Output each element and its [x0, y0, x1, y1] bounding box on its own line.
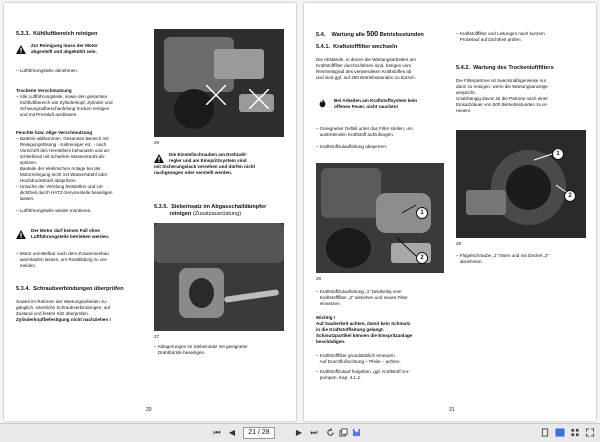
s535-line: – Ablagerungen im Siebeinsatz mit geeigneter: [154, 344, 248, 349]
warning-text-1b: abgestellt und abgekühlt sein.: [31, 49, 97, 54]
wet-line: Reinigungslösung - Kaltreiniger etc. - nach: [16, 142, 107, 147]
wet-line: spritzen.: [16, 160, 38, 165]
save-icon[interactable]: [352, 428, 361, 437]
section-5-3-5-title-b: reinigen (Zusatzausrüstung): [154, 211, 242, 217]
fullscreen-icon[interactable]: [585, 428, 595, 437]
s534-bold-note: Zylinderkopfbefestigung nicht nachziehen !: [16, 317, 111, 322]
s542-line: dann zu reinigen, wenn die Wartungsanzeige: [456, 84, 548, 89]
next-page-button[interactable]: ▶: [295, 428, 303, 437]
prep-line: – Kraftstoffzulaufleitung absperren.: [316, 144, 388, 149]
s542-line: neuern.: [456, 108, 472, 113]
wet-line: – Ursache der Verölung feststellen und Un-: [16, 184, 104, 189]
section-5-4-2-title: 5.4.2. Wartung des Trockenluftfilters: [456, 65, 554, 71]
warning-text-3: Die Einstellschrauben am Drehzahl-: [169, 152, 248, 157]
last-page-button[interactable]: ⏭: [310, 428, 318, 437]
warning-text-3: mit Sicherungslack versehen und dürfen nicht: [154, 164, 256, 169]
callout-2: 2: [416, 252, 428, 264]
s541-line: Reinheitsgrad des verwendeten Kraftstoffes ab: [316, 69, 412, 74]
prev-page-button[interactable]: ◀: [228, 428, 236, 437]
callout-1: 1: [552, 148, 564, 160]
left-page: [4, 3, 296, 421]
s534-line: Zustand und festen Sitz überprüfen.: [16, 311, 90, 316]
dry-line: Schwungradbeschaufelung trocken reinigen: [16, 106, 110, 111]
s542-line: Die Filterpatrone ist zweckmäßigerweise nur: [456, 78, 547, 83]
final-line: pumpen, Kap. 4.1.2.: [316, 375, 362, 380]
warning-text-2b: Luftführungsteile betrieben werden.: [31, 234, 110, 239]
step-text: – Luftführungsteile abnehmen.: [16, 68, 79, 73]
s535-line: Drahtbürste beseitigen.: [154, 350, 206, 355]
two-page-view-icon[interactable]: [555, 428, 565, 437]
after-line: warmlaufen lassen, um Rostbildung zu ver-: [16, 257, 108, 262]
first-page-button[interactable]: ⏮: [213, 428, 221, 437]
page-number-input[interactable]: 21 / 28: [243, 427, 275, 439]
step-line: einsetzen.: [316, 301, 341, 306]
figure-number: 27: [154, 334, 160, 339]
grid-view-icon[interactable]: [570, 428, 580, 437]
wet-line: – Luftführungsteile wieder montieren.: [16, 208, 92, 213]
engine-photo-26: [154, 29, 284, 137]
step-line: – Kraftstoffzulaufleitung „1“ beidseitig vom: [316, 289, 402, 294]
figure-number: 26: [154, 140, 160, 145]
warning-text-1a: Zur Reinigung muss der Motor: [31, 43, 98, 48]
wet-line: Hochdruckstrahl abspritzen.: [16, 178, 77, 183]
after-line: meiden.: [16, 263, 37, 268]
warning-text-4b: offenes Feuer, nicht rauchen!: [334, 104, 399, 109]
prep-line: austretenden Kraftstoff aufzufangen.: [316, 132, 395, 137]
subheading-dry: Trockene Verschmutzung: [16, 88, 72, 93]
section-5-3-4-title: 5.3.4. Schraubverbindungen überprüfen: [16, 286, 124, 292]
warning-text-3: nachgezogen oder verstellt werden.: [154, 170, 233, 175]
dry-line: Kühlluftbereich wie Zylinderkopf, Zylinder und: [16, 100, 113, 105]
callout-2: 2: [564, 190, 576, 202]
s542-step: abnehmen.: [456, 259, 483, 264]
final-line: – Kraftstofffilter grundsätzlich erneuern.: [316, 353, 397, 358]
s542-line: Einsatzdauer von 500 Betriebsstunden zu er-: [456, 102, 548, 107]
copy-icon[interactable]: [339, 428, 348, 437]
figure-number: 29: [456, 241, 462, 246]
warning-icon: [154, 154, 164, 163]
s534-line: gänglich, sämtliche Schraubverbindungen, auf: [16, 305, 111, 310]
muffler-photo-27: [154, 223, 284, 331]
section-5-3-3-title: 5.3.3. Kühlluftbereich reinigen: [16, 31, 98, 37]
warning-icon: [16, 230, 26, 239]
viewer-toolbar: [0, 423, 600, 442]
wet-line: lassen.: [16, 196, 35, 201]
wet-line: Motorreinigung nicht mit Wasserstrahl oder: [16, 172, 108, 177]
wet-line: Bauteile der elektrischen Anlage bei der: [16, 166, 101, 171]
wet-line: schließend mit scharfem Wasserstrahl ab-: [16, 154, 106, 159]
dry-line: und mit Pressluft ausblasen.: [16, 112, 78, 117]
wet-line: dichtheit durch HATZ-Servicestelle beseitigen: [16, 190, 113, 195]
warning-text-2a: Der Motor darf keinen Fall ohne: [31, 228, 100, 233]
prep-line: – Geeignetes Gefäß unter das Filter stellen, um: [316, 126, 413, 131]
air-filter-photo-29: [456, 130, 586, 238]
figure-number: 28: [316, 276, 322, 281]
step-line: Kraftstofffilter „2“ abziehen und neues Filter: [316, 295, 408, 300]
s534-line: Soweit im Rahmen der Wartungsarbeiten zu-: [16, 299, 108, 304]
page-number: 21: [449, 407, 455, 413]
warning-icon: [16, 45, 26, 54]
important-note: beschädigen.: [316, 339, 346, 344]
warning-text-3: regler und am Einspritzsystem sind: [169, 158, 247, 163]
s542-step: – Flügelschraube „1“ lösen und mit Deckel „2“: [456, 253, 549, 258]
wet-line: Vorschrift des Herstellers behandeln und an-: [16, 148, 111, 153]
section-5-3-5-title-a: 5.3.5. Siebeinsatz im Abgasschalldämpfer: [154, 204, 267, 210]
important-note: Schmutzpartikel können die Einspritzanlage: [316, 333, 413, 338]
rotate-icon[interactable]: [326, 428, 335, 437]
important-note: in die Kraftstoffleitung gelangt.: [316, 327, 384, 332]
s541-line: Kraftstofffilter durchzuführen sind, hängen vom: [316, 63, 412, 68]
col2-line: Probelauf auf Dichtheit prüfen.: [456, 37, 522, 42]
s541-line: Die Abstände, in denen die Wartungsarbeiten am: [316, 57, 416, 62]
important-note: Wichtig !: [316, 315, 336, 320]
final-line: – Kraftstoffzulauf freigeben, ggf. Kraftstoff vor-: [316, 369, 410, 374]
col2-line: – Kraftstofffilter und Leitungen nach kurzem: [456, 31, 545, 36]
s541-line: und sind ggf. auf 250 Betriebsstunden zu kürzen.: [316, 75, 416, 80]
fuel-filter-photo-28: [316, 163, 444, 273]
wet-line: – Batterie abklemmen. Gesamten Bereich mit: [16, 136, 109, 141]
callout-1: 1: [416, 207, 428, 219]
section-5-4-title: 5.4. Wartung alle 500 Betriebsstunden: [316, 31, 424, 38]
section-5-4-1-title: 5.4.1. Kraftstofffilter wechseln: [316, 44, 398, 50]
important-note: Auf Sauberkeit achten, damit kein Schmutz: [316, 321, 411, 326]
warning-text-4a: Bei Arbeiten am Kraftstoffsystem kein: [334, 98, 418, 103]
fire-warning-icon: [318, 99, 327, 108]
page-number: 20: [146, 407, 152, 413]
s542-line: anspricht.: [456, 90, 476, 95]
dry-line: – Alle Luftführungsteile, sowie den gesamten: [16, 94, 108, 99]
final-line: Auf Durchflußrichtung – Pfeile – achten.: [316, 359, 401, 364]
subheading-wet: Feuchte bzw. ölige Verschmutzung: [16, 130, 93, 135]
right-page: [304, 3, 596, 421]
s542-line: Unabhängig davon ist die Patrone nach einer: [456, 96, 548, 101]
after-line: – Motor unmittelbar nach dem Zusammenbau: [16, 251, 109, 256]
single-page-view-icon[interactable]: [540, 428, 550, 437]
